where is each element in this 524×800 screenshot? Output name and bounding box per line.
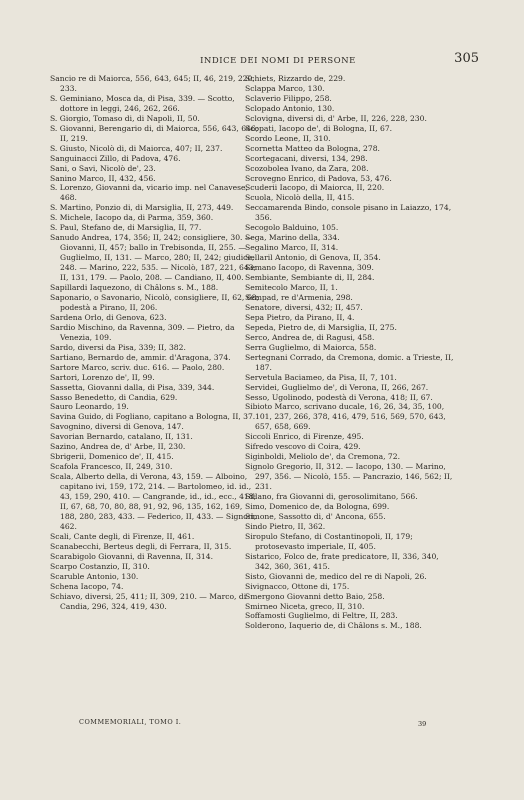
index-entry: Savognino, diversi di Genova, 147. <box>50 422 184 432</box>
index-entry: Sclaverio Filippo, 258. <box>245 93 332 103</box>
index-entry: Sepeda, Pietro de, di Marsiglia, II, 275. <box>245 322 397 332</box>
index-entry: Sega, Marino della, 334. <box>245 233 340 243</box>
index-entry: Scarabigolo Giovanni, di Ravenna, II, 314. <box>50 551 213 561</box>
index-entry: Sindo Pietro, II, 362. <box>245 521 326 531</box>
index-entry: Sesso, Ugolinodo, podestà di Verona, 418; II, 67. <box>245 392 433 402</box>
index-entry: Sclovigna, diversi di, d' Arbe, II, 226, 228, 230. <box>245 113 427 123</box>
index-entry: Signolo Gregorio, II, 312. — Iacopo, 130. — Marino, 297, 356. — Nicolò, 155. — Pancrazio, 146, 562; II, 231. <box>245 462 453 492</box>
index-entry: Sclappa Marco, 130. <box>245 83 325 93</box>
index-entry: Scali, Cante degli, di Firenze, II, 461. <box>50 531 195 541</box>
index-entry: Simone, Sassotto di, d' Ancona, 655. <box>245 511 386 521</box>
index-entry: Sazino, Andrea de, d' Arbe, II, 230. <box>50 442 186 452</box>
page-header <box>48 52 478 70</box>
index-entry: Sisto, Giovanni de, medico del re di Napoli, 26. <box>245 571 427 581</box>
index-entry: Scanabecchi, Berteus degli, di Ferrara, II, 315. <box>50 541 232 551</box>
index-entry: Scrovegno Enrico, di Padova, 53, 476. <box>245 173 392 183</box>
index-entry: Scordo Leone, II, 310. <box>245 133 331 143</box>
index-entry: Scala, Alberto della, di Verona, 43, 159. — Alboino, capitano ivi, 159, 172, 214. — Bartolomeo, id. id., 43, 159, 290, 410. — Cangrande, id., id., ecc., 418; II, 67, 68, 70, 80, 88, 91, 92, 96, 135, 162, 169, 188, 280, 283, 433. — Federico, II, 433. — Signori, 462. <box>50 472 257 531</box>
volume-footer: COMMEMORIALI, TOMO I. <box>79 718 182 726</box>
index-entry: S. Giusto, Nicolò di, di Maiorca, 407; II, 237. <box>50 143 223 153</box>
index-entry: Schiavo, diversi, 25, 411; II, 309, 210. — Marco, di Candia, 296, 324, 419, 430. <box>50 591 247 611</box>
index-entry: Solderono, Iaquerio de, di Châlons s. M., 188. <box>245 621 422 631</box>
index-entry: Savina Guido, di Fogliano, capitano a Bologna, II, 37. <box>50 412 256 422</box>
index-entry: Siropulo Stefano, di Costantinopoli, II, 179; protosevasto imperiale, II, 405. <box>245 531 413 551</box>
index-entry: Sclopado Antonio, 130. <box>245 103 335 113</box>
index-entry: Sepa Pietro, da Pirano, II, 4. <box>245 312 355 322</box>
index-entry: Segalino Marco, II, 314. <box>245 243 339 253</box>
index-entry: S. Giorgio, Tomaso di, di Napoli, II, 50. <box>50 113 200 123</box>
index-entry: Soffamosti Guglielmo, di Feltre, II, 283. <box>245 611 398 621</box>
index-entry: Sistarico, Folco de, frate predicatore, II, 336, 340, 342, 360, 361, 415. <box>245 551 439 571</box>
index-entry: S. Martino, Ponzio di, di Marsiglia, II, 273, 449. <box>50 203 234 213</box>
index-entry: Sanudo Andrea, 174, 356; II, 242; consigliere, 30. — Giovanni, II, 457; ballo in Trebisonda, II, 255. — Guglielmo, II, 131. — Marco, 280; II, 242; giudice, 248. — Marino, 222, 535. — Nicolò, 187, 221, 643; II, 131, 179. — Paolo, 208. — Candiano, II, 400. <box>50 233 257 283</box>
index-column-right <box>245 74 457 631</box>
index-entry: Sartiano, Bernardo de, ammir. d'Aragona, 374. <box>50 352 231 362</box>
index-entry: Senatore, diversi, 432; II, 457. <box>245 302 363 312</box>
index-entry: Scozobolea Ivano, da Zara, 208. <box>245 163 369 173</box>
index-entry: Schena Iacopo, 74. <box>50 581 124 591</box>
index-entry: Secogolo Balduino, 105. <box>245 223 339 233</box>
index-entry: Sapillardi Iaquezono, di Châlons s. M., 188. <box>50 283 219 293</box>
index-entry: Scaruble Antonio, 130. <box>50 571 139 581</box>
index-entry: Sellaril Antonio, di Genova, II, 354. <box>245 253 381 263</box>
index-entry: Sardio Mischino, da Ravenna, 309. — Pietro, da Venezia, 109. <box>50 322 235 342</box>
signature-mark: 39 <box>418 720 427 728</box>
index-entry: Semano Iacopo, di Ravenna, 309. <box>245 263 374 273</box>
index-entry: Sertegnani Corrado, da Cremona, domic. a Trieste, II, 187. <box>245 352 454 372</box>
index-entry: S. Geminiano, Mosca da, di Pisa, 339. — Scotto, dottore in leggi, 246, 262, 266. <box>50 93 235 113</box>
index-entry: Smirneo Niceta, greco, II, 310. <box>245 601 365 611</box>
index-entry: Sardo, diversi da Pisa, 339; II, 382. <box>50 342 186 352</box>
index-entry: Savorian Bernardo, catalano, II, 131. <box>50 432 193 442</box>
index-entry: S. Lorenzo, Giovanni da, vicario imp. nel Canavese, 468. <box>50 183 248 203</box>
running-title: INDICE DEI NOMI DI PERSONE <box>200 55 356 65</box>
index-entry: S. Giovanni, Berengario di, di Maiorca, 556, 643, 646; II, 219. <box>50 123 259 143</box>
index-entry: Seccamarenda Bindo, console pisano in Laiazzo, 174, 356. <box>245 203 452 223</box>
index-entry: Sifredo vescovo di Coira, 429. <box>245 442 361 452</box>
index-entry: Sanino Marco, II, 432, 456. <box>50 173 156 183</box>
page-number: 305 <box>454 51 479 66</box>
index-entry: Servetula Baciameo, da Pisa, II, 7, 101. <box>245 372 397 382</box>
index-entry: Scuderii Iacopo, di Maiorca, II, 220. <box>245 183 385 193</box>
index-entry: Sartore Marco, scriv. duc. 616. — Paolo, 280. <box>50 362 225 372</box>
index-entry: Sauro Leonardo, 19. <box>50 402 129 412</box>
index-entry: S. Paul, Stefano de, di Marsiglia, II, 77. <box>50 223 202 233</box>
index-entry: Simo, Domenico de, da Bologna, 699. <box>245 501 390 511</box>
index-entry: Scarpo Costanzio, II, 310. <box>50 561 150 571</box>
index-entry: Smergono Giovanni detto Baio, 258. <box>245 591 385 601</box>
index-entry: Sani, o Savi, Nicolò de', 23. <box>50 163 156 173</box>
index-entry: Sembiante, Sembiante di, II, 284. <box>245 273 375 283</box>
index-entry: Servidei, Guglielmo de', di Verona, II, 266, 267. <box>245 382 429 392</box>
index-entry: Sanguinacci Zillo, di Padova, 476. <box>50 153 181 163</box>
index-entry: Sassetta, Giovanni dalla, di Pisa, 339, 344. <box>50 382 215 392</box>
index-entry: Sillano, fra Giovanni di, gerosolimitano, 566. <box>245 492 418 502</box>
index-entry: Scafola Francesco, II, 249, 310. <box>50 462 173 472</box>
index-entry: Sibioto Marco, scrivano ducale, 16, 26, 34, 35, 100, 101, 237, 266, 378, 416, 479, 516, 569, 570, 643, 657, 658, 669. <box>245 402 446 432</box>
index-entry: Scopati, Iacopo de', di Bologna, II, 67. <box>245 123 393 133</box>
index-entry: Scuola, Nicolò della, II, 415. <box>245 193 355 203</box>
index-entry: Sasso Benedetto, di Candia, 629. <box>50 392 178 402</box>
index-column-left <box>50 74 260 611</box>
index-entry: Siccoli Enrico, di Firenze, 495. <box>245 432 364 442</box>
index-entry: Scortegacani, diversi, 134, 298. <box>245 153 368 163</box>
index-entry: S. Michele, Iacopo da, di Parma, 359, 360. <box>50 213 214 223</box>
index-entry: Sivignacco, Ottone di, 175. <box>245 581 350 591</box>
index-entry: Serra Guglielmo, di Maiorca, 558. <box>245 342 377 352</box>
index-entry: Sartori, Lorenzo de', II, 99. <box>50 372 155 382</box>
index-entry: Siginboldi, Meliolo de', da Cremona, 72. <box>245 452 401 462</box>
index-entry: Saponario, o Savonario, Nicolò, consigliere, II, 62, 68; podestà a Pirano, II, 206. <box>50 292 259 312</box>
index-entry: Sancio re di Maiorca, 556, 643, 645; II, 46, 219, 220, 233. <box>50 74 255 93</box>
index-entry: Serco, Andrea de, di Ragusi, 458. <box>245 332 375 342</box>
index-entry: Schiets, Rizzardo de, 229. <box>245 74 346 83</box>
index-entry: Scornetta Matteo da Bologna, 278. <box>245 143 380 153</box>
index-entry: Sardena Orlo, di Genova, 623. <box>50 312 167 322</box>
index-entry: Sbrigerii, Domenico de', II, 415. <box>50 452 174 462</box>
index-entry: Semitecolo Marco, II, 1. <box>245 283 338 293</box>
index-entry: Sempad, re d'Armenia, 298. <box>245 292 353 302</box>
